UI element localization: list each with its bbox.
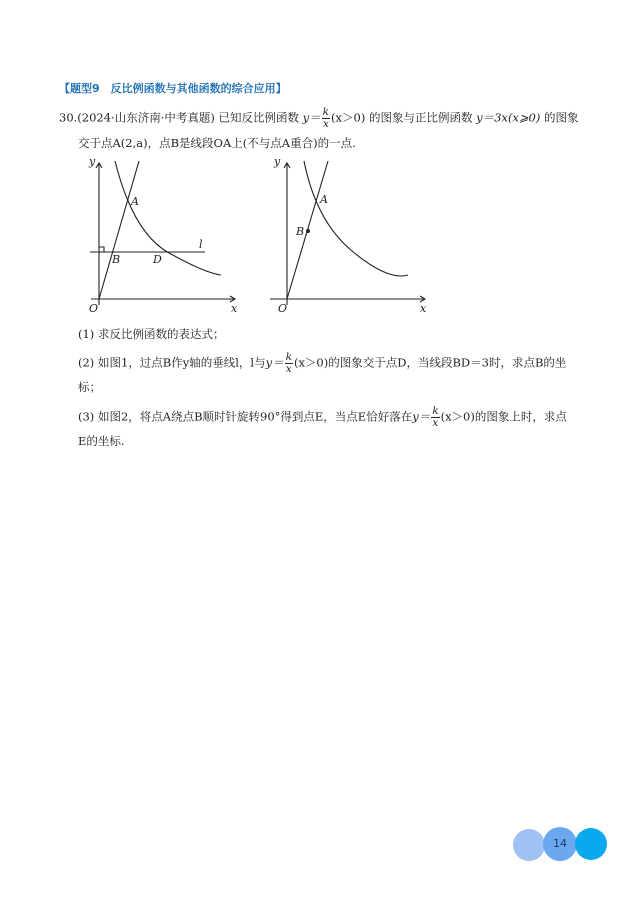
problem-text: 的图象: [544, 110, 579, 125]
fraction-numerator: k: [322, 106, 330, 118]
fraction-k-over-x: [431, 406, 439, 429]
point-B-dot: [306, 229, 310, 233]
fraction-denominator: x: [322, 118, 329, 130]
label-A: A: [320, 193, 328, 206]
fraction-numerator: k: [432, 405, 439, 417]
linear-function: y＝3x(x⩾0): [476, 110, 541, 125]
equation-y: y＝: [265, 355, 284, 370]
badge-circle-right: [575, 828, 607, 860]
page-number-badge: [513, 827, 608, 861]
fraction-denominator: x: [432, 417, 439, 429]
figure-1-svg: [85, 155, 245, 315]
problem-text: 的图象与正比例函数: [368, 110, 473, 125]
question-2-line-1: [78, 352, 566, 375]
fraction-denominator: x: [285, 363, 292, 375]
label-l: l: [199, 238, 203, 251]
label-A: A: [131, 195, 139, 208]
page-number: 14: [553, 837, 567, 850]
right-angle-mark: [99, 247, 104, 252]
equation-y: y＝: [412, 409, 431, 424]
label-x: x: [420, 302, 427, 315]
fraction-k-over-x: [322, 107, 330, 130]
question-3-text: (3) 如图2，将点A绕点B顺时针旋转90°得到点E，当点E恰好落在: [78, 409, 413, 424]
question-2-line-2: 标；: [78, 380, 101, 394]
label-y: y: [274, 155, 281, 168]
problem-text: 已知反比例函数: [218, 110, 300, 125]
label-O: O: [89, 302, 99, 315]
figure-2-svg: [270, 155, 430, 315]
label-B: B: [296, 225, 305, 238]
label-x: x: [231, 302, 238, 315]
question-3-line-2: E的坐标.: [78, 434, 125, 448]
domain-condition: (x＞0): [293, 355, 329, 370]
fraction-numerator: k: [285, 351, 292, 363]
badge-circle-left: [513, 829, 545, 861]
figure-1: [85, 155, 245, 319]
label-B: B: [112, 253, 121, 266]
section-title: 【题型9 反比例函数与其他函数的综合应用】: [59, 82, 287, 95]
line-y-3x: [99, 161, 139, 299]
question-3-text: 的图象上时，求点: [474, 409, 567, 424]
domain-condition: (x＞0): [440, 409, 475, 424]
question-2-text: 的图象交于点D，当线段BD＝3时，求点B的坐: [328, 355, 567, 370]
hyperbola-curve: [115, 161, 221, 275]
problem-source: (2024·山东济南·中考真题): [77, 110, 215, 125]
problem-line-2: 交于点A(2,a)，点B是线段OA上(不与点A重合)的一点.: [78, 136, 356, 150]
question-2-text: (2) 如图1，过点B作y轴的垂线l，l与: [78, 355, 266, 370]
problem-line-1: [59, 107, 579, 130]
fraction-k-over-x: [285, 352, 293, 375]
equation-y: y＝: [302, 110, 321, 125]
domain-condition: (x＞0): [331, 110, 366, 125]
label-y: y: [89, 155, 96, 168]
label-O: O: [278, 302, 288, 315]
figure-2: [270, 155, 430, 319]
hyperbola-curve: [304, 161, 408, 276]
question-3-line-1: [78, 406, 567, 429]
problem-number: 30.: [59, 110, 78, 125]
question-1: (1) 求反比例函数的表达式；: [78, 327, 225, 341]
label-D: D: [153, 253, 162, 266]
